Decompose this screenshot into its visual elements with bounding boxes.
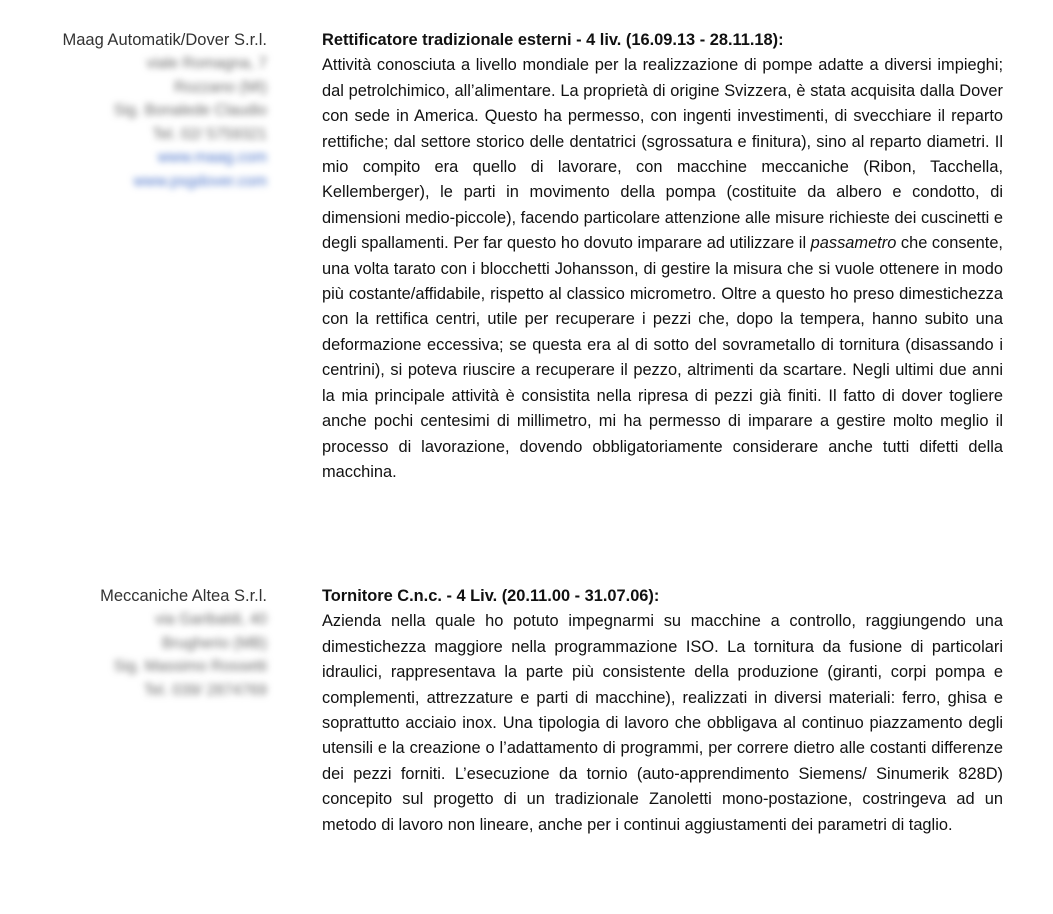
job-title: Rettificatore tradizionale esterni - 4 liv. (16.09.13 - 28.11.18): xyxy=(322,31,784,49)
company-contact-person: Sig. Bonalede Claudio xyxy=(113,102,267,119)
company-address: viale Romagna, 7 xyxy=(146,55,267,72)
job-description-text: Attività conosciuta a livello mondiale per la realizzazione di pompe adatte a diversi impieghi; dal petrolchimico, all’alimentare. La proprietà di origine Svizzera, è stata acquisita dalla Dover con sede in America. Questo ha permesso, con ingenti investimenti, di svecchiare il reparto rettifiche; dal settore storico delle dentatrici (sgrossatura e finitura), sino al reparto diametri. Il mio compito era quello di lavorare, con macchine meccaniche (Ribon, Tacchella, Kellemberger), le parti in movimento della pompa (costituite da albero e condotto, di dimensioni medio-piccole), facendo particolare attenzione alle misure richieste dei cuscinetti e degli spallamenti. Per far questo ho dovuto imparare ad utilizzare il xyxy=(322,56,1003,253)
job-description-italic-term: passametro xyxy=(810,234,897,253)
company-name: Maag Automatik/Dover S.r.l. xyxy=(62,31,267,49)
company-phone: Tel. 02/ 5759321 xyxy=(152,125,267,143)
company-city: Rozzano (MI) xyxy=(173,78,267,96)
job-description-text: Azienda nella quale ho potuto impegnarmi su macchine a controllo, raggiungendo una dimestichezza maggiore nella programmazione ISO. La tornitura da fusione di particolari idraulici, rappresentava la parte più consistente della produzione (giranti, corpi pompa e complementi, attrezzature e parti di macchine), realizzati in diversi materiali: ferro, ghisa e soprattutto acciaio inox. Una tipologia di lavoro che obbligava al continuo piazzamento degli utensili e la creazione o l’adattamento di programmi, per correre dietro alle costanti differenze dei pezzi forniti. L’esecuzione da tornio (auto-apprendimento Siemens/ Sinumerik 828D) concepito sul progetto di un tradizionale Zanoletti mono-postazione, costringeva ad un metodo di lavoro non lineare, anche per i continui aggiustamenti dei parametri di taglio. xyxy=(322,612,1003,834)
job-description-text: che consente, una volta tarato con i blocchetti Johansson, di gestire la misura che si vuole ottenere in modo più costante/affidabile, rispetto al classico micrometro. Oltre a questo ho preso dimestichezza con la rettifica centri, utile per recuperare i pezzi che, dopo la tempera, hanno subito una deformazione eccessiva; se questa era al di sotto del sovrametallo di tornitura (disassando i centrini), si poteva riuscire a recuperare il pezzo, altrimenti da scartare. Negli ultimi due anni la mia principale attività è consistita nella ripresa di pezzi già finiti. Il fatto di dover togliere anche pochi centesimi di millimetro, mi ha permesso di imparare a gestire molto meglio il processo di lavorazione, dovendo obbligatoriamente considerare anche tutti difetti della macchina. xyxy=(322,234,1003,481)
company-phone: Tel. 039/ 2874769 xyxy=(143,681,267,699)
company-contact-person: Sig. Massimo Rossetti xyxy=(113,658,267,675)
company-city: Brugherio (MB) xyxy=(161,634,267,652)
company-website-link[interactable]: www.psgdover.com xyxy=(133,172,267,190)
job-title: Tornitore C.n.c. - 4 Liv. (20.11.00 - 31.07.06): xyxy=(322,587,660,605)
job-description-block xyxy=(322,28,1003,485)
employer-block xyxy=(17,28,267,193)
job-description xyxy=(322,53,1003,485)
company-name: Meccaniche Altea S.r.l. xyxy=(100,587,267,605)
job-description-block xyxy=(322,584,1003,838)
job-description xyxy=(322,609,1003,838)
company-address: via Garibaldi, 40 xyxy=(154,611,267,628)
employer-block xyxy=(17,584,267,702)
company-website-link[interactable]: www.maag.com xyxy=(157,149,267,166)
